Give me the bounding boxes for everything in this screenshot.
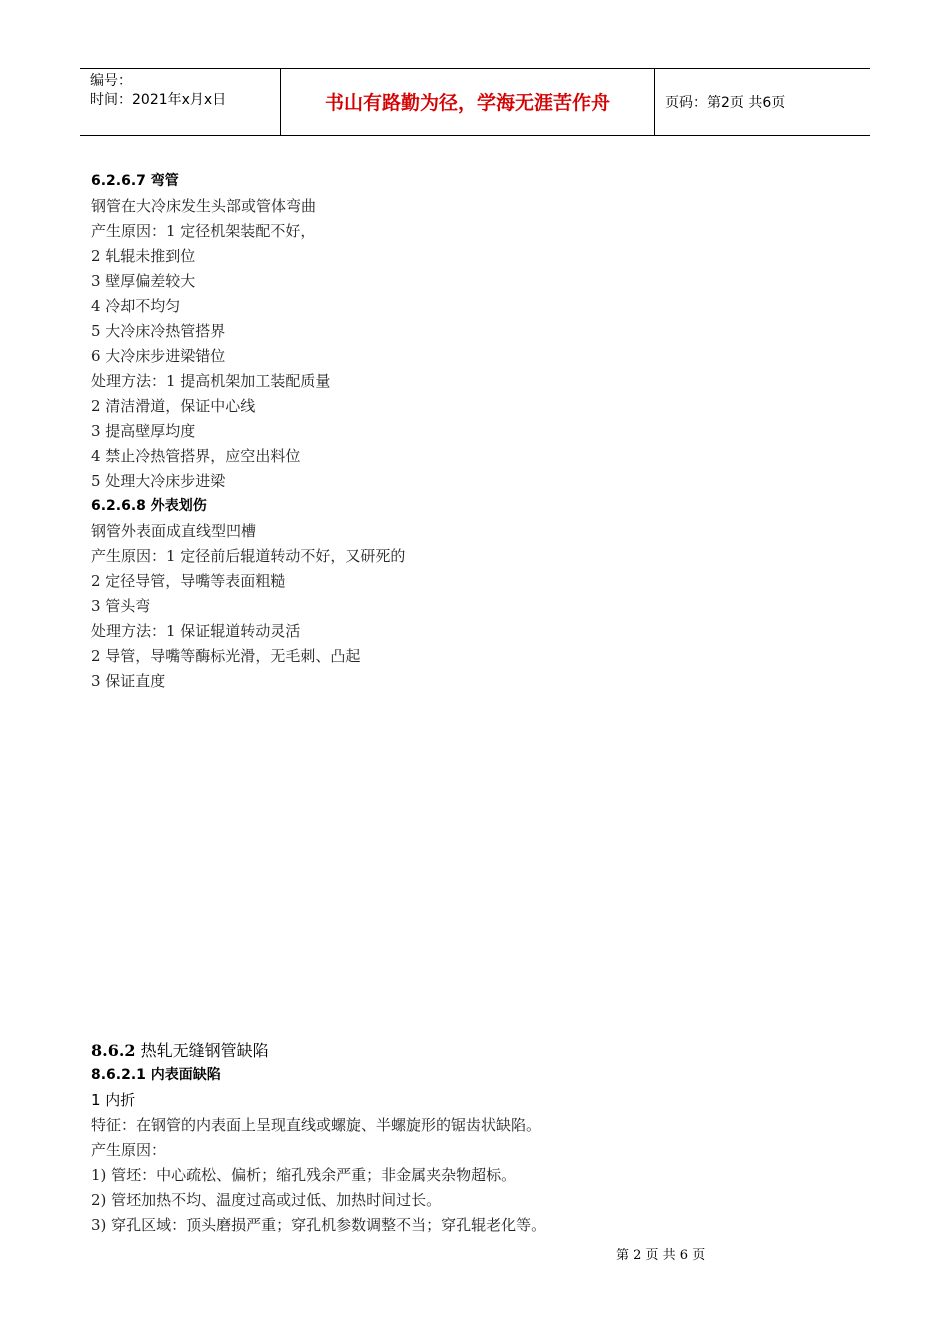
text-line: 产生原因：1 定径前后辊道转动不好，又研死的 xyxy=(91,547,406,565)
text-line: 钢管在大冷床发生头部或管体弯曲 xyxy=(91,197,317,215)
text-line: 处理方法：1 保证辊道转动灵活 xyxy=(91,622,301,640)
section-heading: 6.2.6.8 外表划伤 xyxy=(91,498,207,514)
header-motto-cell xyxy=(281,69,655,135)
section-heading: 6.2.6.7 弯管 xyxy=(91,173,179,189)
page-footer: 第 2 页 共 6 页 xyxy=(616,1248,706,1263)
text-line: 5 处理大冷床步进梁 xyxy=(91,472,226,490)
text-line: 5 大冷床冷热管搭界 xyxy=(91,322,226,340)
section-heading: 8.6.2.1 内表面缺陷 xyxy=(91,1067,221,1083)
text-line: 产生原因： xyxy=(91,1141,167,1159)
header-page-cell xyxy=(655,69,870,135)
text-line: 4 禁止冷热管搭界，应空出料位 xyxy=(91,447,301,465)
text-line: 3 管头弯 xyxy=(91,597,151,615)
text-line: 特征：在钢管的内表面上呈现直线或螺旋、半螺旋形的锯齿状缺陷。 xyxy=(91,1116,542,1134)
section-title xyxy=(91,1038,871,1063)
header-page-info: 页码：第2页 共6页 xyxy=(665,95,786,111)
text-line: 1) 管坯：中心疏松、偏析；缩孔残余严重；非金属夹杂物超标。 xyxy=(91,1166,517,1184)
text-line: 3 壁厚偏差较大 xyxy=(91,272,196,290)
text-line: 3) 穿孔区域：顶头磨损严重；穿孔机参数调整不当；穿孔辊老化等。 xyxy=(91,1216,547,1234)
text-line: 产生原因：1 定径机架装配不好， xyxy=(91,222,316,240)
text-line: 2 导管，导嘴等酶标光滑，无毛刺、凸起 xyxy=(91,647,361,665)
section-title-text: 热轧无缝钢管缺陷 xyxy=(135,1041,269,1060)
document-date: 时间：2021年x月x日 xyxy=(90,92,227,108)
text-line: 钢管外表面成直线型凹槽 xyxy=(91,522,257,540)
text-line: 1 内折 xyxy=(91,1091,136,1109)
section-hot-rolled-defects xyxy=(91,1038,871,1238)
document-number-label: 编号： xyxy=(90,73,132,89)
page-header xyxy=(80,68,870,136)
text-line: 2 轧辊未推到位 xyxy=(91,247,196,265)
text-line: 4 冷却不均匀 xyxy=(91,297,181,315)
text-line: 处理方法：1 提高机架加工装配质量 xyxy=(91,372,331,390)
text-line: 2 清洁滑道，保证中心线 xyxy=(91,397,256,415)
section-bending-and-scratches xyxy=(91,169,871,694)
header-meta-cell xyxy=(80,69,281,135)
text-line: 2) 管坯加热不均、温度过高或过低、加热时间过长。 xyxy=(91,1191,442,1209)
text-line: 3 提高壁厚均度 xyxy=(91,422,196,440)
section-lines xyxy=(91,1063,871,1238)
text-line: 6 大冷床步进梁错位 xyxy=(91,347,226,365)
text-line: 3 保证直度 xyxy=(91,672,166,690)
section-title-number: 8.6.2 xyxy=(91,1041,136,1060)
text-line: 2 定径导管，导嘴等表面粗糙 xyxy=(91,572,286,590)
header-motto: 书山有路勤为径，学海无涯苦作舟 xyxy=(324,92,610,114)
